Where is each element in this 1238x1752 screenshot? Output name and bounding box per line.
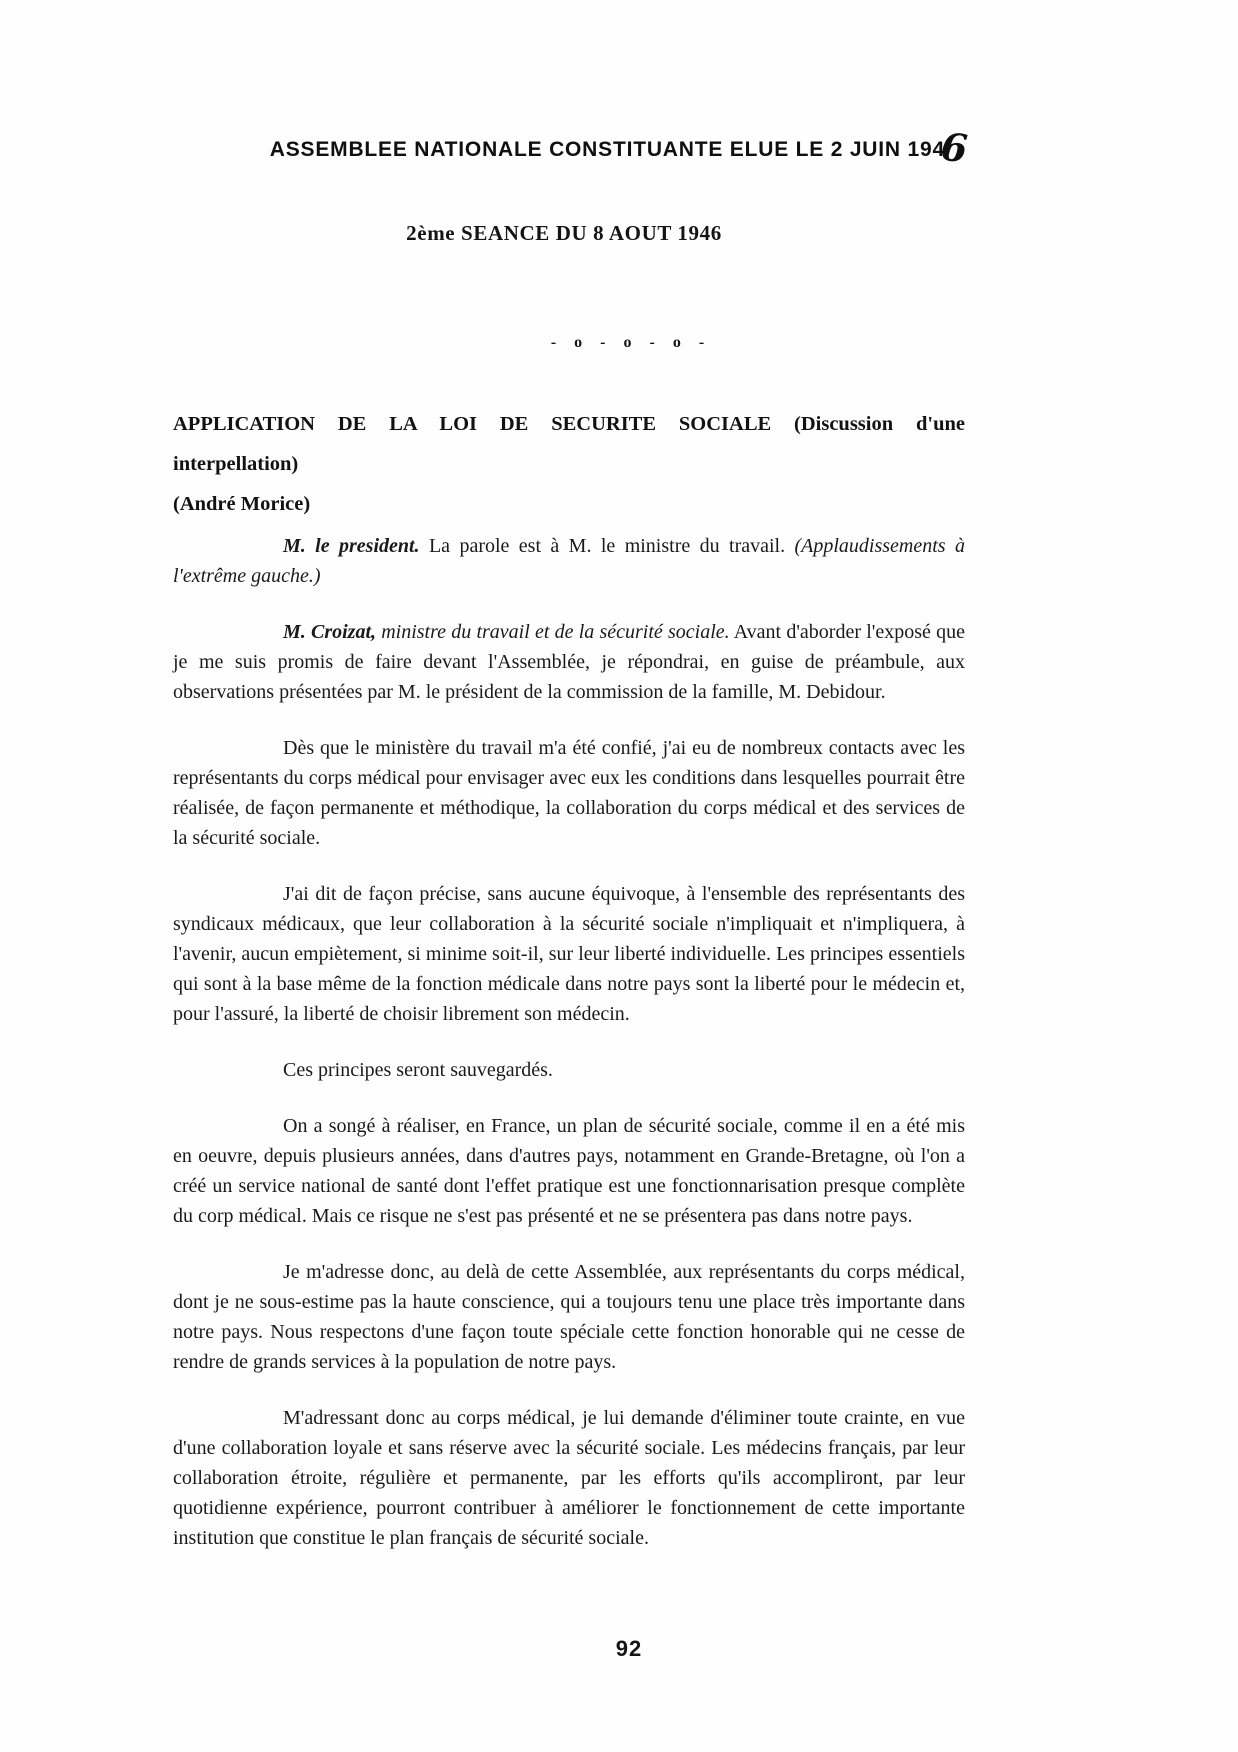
section-heading-line1: APPLICATION DE LA LOI DE SECURITE SOCIALE (Discussion d'une interpellation) [173,413,965,475]
paragraph [173,879,965,1029]
paragraph-segment: Dès que le ministère du travail m'a été confié, j'ai eu de nombreux contacts avec les représentants du corps médical pour envisager avec eux les conditions dans lesquelles pourrait être réalisée, de façon permanente et méthodique, la collaboration du corps médical et des services de la sécurité sociale. [173,737,965,849]
section-heading [173,404,965,524]
paragraph-segment: M. Croizat, [283,621,377,643]
paragraph [173,531,965,591]
paragraph-segment: On a songé à réaliser, en France, un plan de sécurité sociale, comme il en a été mis en oeuvre, depuis plusieurs années, dans d'autres pays, notamment en Grande-Bretagne, où l'on a créé un service national de santé dont l'effet pratique est une fonctionnarisation presque complète du corp médical. Mais ce risque ne s'est pas présenté et ne se présentera pas dans notre pays. [173,1115,965,1227]
paragraph [173,1257,965,1377]
ornament-separator: - o - o - o - [550,334,712,351]
paragraph-segment: M'adressant donc au corps médical, je lui demande d'éliminer toute crainte, en vue d'une collaboration loyale et sans réserve avec la sécurité sociale. Les médecins français, par leur collaboration étroite, régulière et permanente, par les efforts qu'ils accompliront, par leur quotidienne expérience, pourront contribuer à améliorer le fonctionnement de cette importante institution que constitue le plan français de sécurité sociale. [173,1407,965,1549]
paragraph [173,1055,965,1085]
document-title-text: ASSEMBLEE NATIONALE CONSTITUANTE ELUE LE 2 JUIN 194 [269,138,945,161]
paragraph [173,1111,965,1231]
document-title [0,123,1238,172]
speech-body [173,531,965,1579]
paragraph [173,617,965,707]
paragraph [173,733,965,853]
paragraph-segment: M. le president. [283,535,420,557]
paragraph-segment: Je m'adresse donc, au delà de cette Assemblée, aux représentants du corps médical, dont je ne sous-estime pas la haute conscience, qui a toujours tenu une place très importante dans notre pays. Nous respectons d'une façon toute spéciale cette fonction honorable qui ne cesse de rendre de grands services à la population de notre pays. [173,1261,965,1373]
paragraph [173,1403,965,1553]
paragraph-segment: Ces principes seront sauvegardés. [283,1059,553,1081]
handwritten-digit: 6 [939,123,971,172]
page-number: 92 [615,1636,643,1661]
paragraph-segment: La parole est à M. le ministre du travail. [419,535,795,557]
section-heading-line2: (André Morice) [173,493,311,515]
paragraph-segment: (Applaudissements à l'extrême gauche.) [173,535,965,587]
paragraph-segment: J'ai dit de façon précise, sans aucune équivoque, à l'ensemble des représentants des syndicaux médicaux, que leur collaboration à la sécurité sociale n'impliquait et n'impliquera, à l'avenir, aucun empiètement, si minime soit-il, sur leur liberté individuelle. Les principes essentiels qui sont à la base même de la fonction médicale dans notre pays sont la liberté pour le médecin et, pour l'assuré, la liberté de choisir librement son médecin. [173,883,965,1025]
paragraph-segment: Avant d'aborder l'exposé que je me suis promis de faire devant l'Assemblée, je répondrai, en guise de préambule, aux observations présentées par M. le président de la commission de la famille, M. Debidour. [173,621,965,703]
session-subtitle: 2ème SEANCE DU 8 AOUT 1946 [406,221,722,245]
paragraph-segment: ministre du travail et de la sécurité sociale. [376,621,730,643]
